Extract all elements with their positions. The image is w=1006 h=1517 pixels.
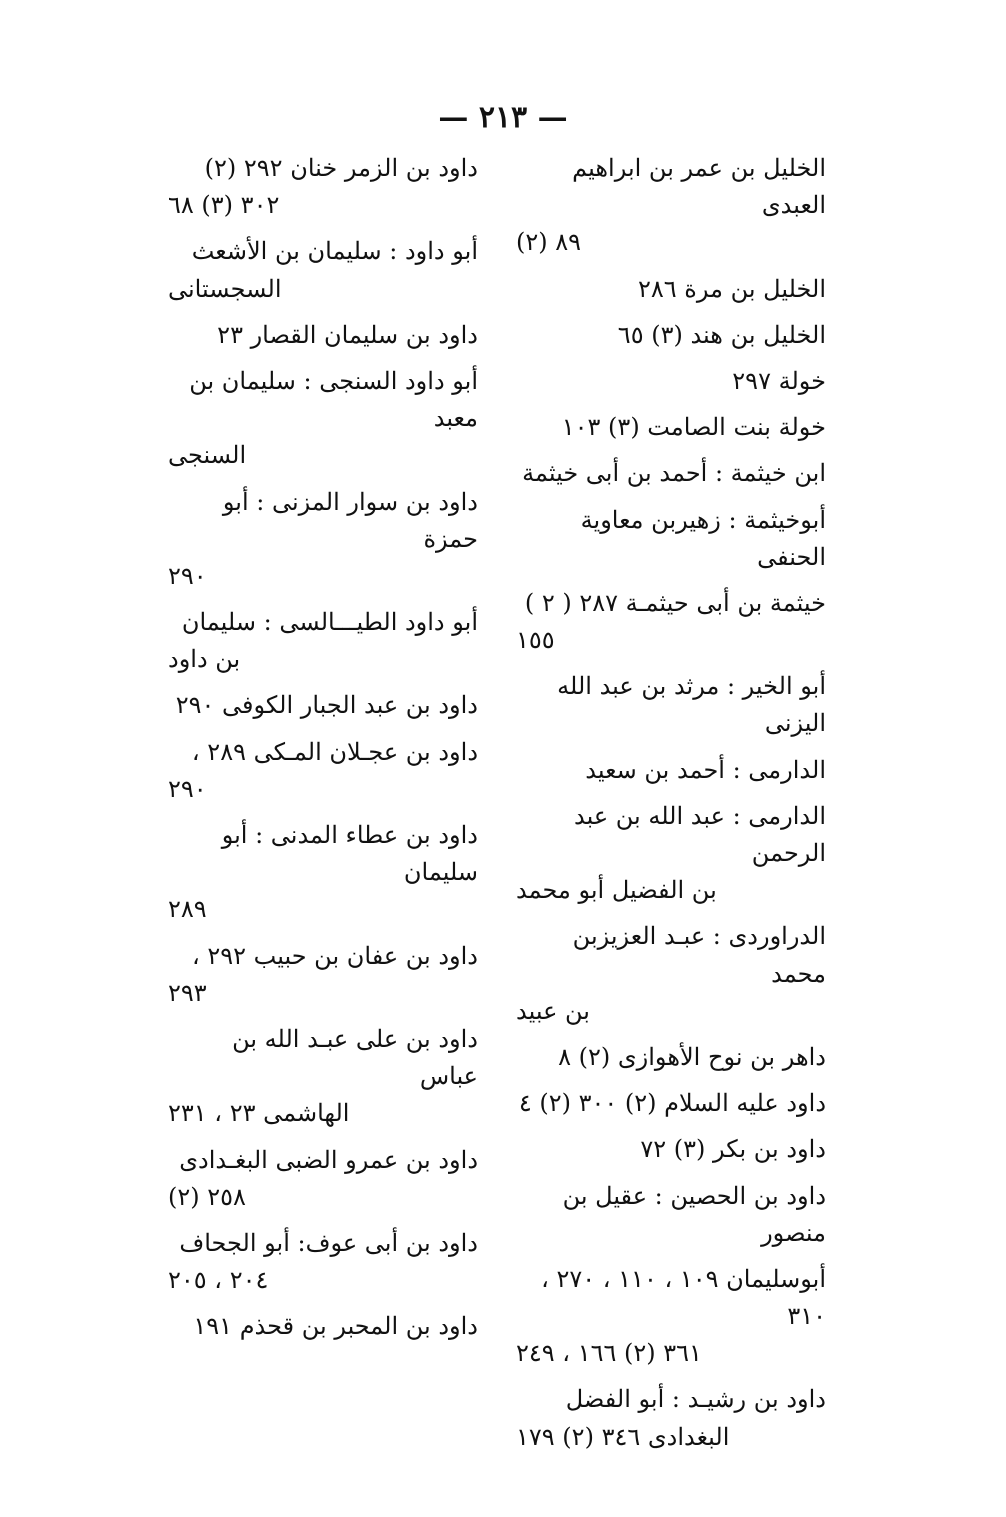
entry-heading-line: داود بن عبد الجبار الكوفى ٢٩٠ [175, 691, 478, 720]
index-entry [516, 502, 826, 576]
entry-heading-line: داود بن سوار المزنى : أبو حمزة [222, 487, 478, 553]
entry-heading-line: داود عليه السلام (٢) ٣٠٠ (٢) ٤ [518, 1089, 826, 1118]
index-column-right [516, 150, 826, 1465]
entry-continuation-line: ٨٩ (٢) [516, 228, 582, 257]
index-entry [168, 817, 478, 929]
page-number: — ٢١٣ — [438, 100, 568, 135]
entry-continuation-line: ٢٠٤ ، ٢٠٥ [168, 1266, 269, 1295]
entry-heading-line: الدارمى : أحمد بن سعيد [585, 755, 826, 784]
index-entry [168, 363, 478, 475]
entry-heading-line: داود بن بكر (٣) ٧٢ [640, 1135, 826, 1164]
entry-heading-line: داود بن أبى عوف: أبو الجحاف [179, 1228, 478, 1257]
entry-heading-line: ابن خيثمة : أحمد بن أبى خيثمة [522, 459, 826, 488]
entry-continuation-line: البغدادى ٣٤٦ (٢) ١٧٩ [516, 1422, 730, 1451]
index-entry [168, 1142, 478, 1216]
index-entry [516, 1261, 826, 1373]
index-entry [168, 484, 478, 596]
entry-heading-line: الخليل بن هند (٣) ٦٥ [617, 320, 826, 349]
entry-continuation-line: السجستانى [168, 274, 282, 303]
index-entry [516, 1381, 826, 1455]
index-entry [516, 752, 826, 789]
entry-heading-line: الدراوردى : عبـد العزيزبن محمد [572, 922, 826, 988]
entry-heading-line: داود بن سليمان القصار ٢٣ [217, 320, 478, 349]
entry-heading-line: الخليل بن عمر بن ابراهيم العبدى [572, 154, 826, 220]
index-entry [516, 409, 826, 446]
index-entry [168, 1308, 478, 1345]
index-entry [168, 150, 478, 224]
entry-heading-line: خولة بنت الصامت (٣) ١٠٣ [561, 413, 826, 442]
entry-continuation-line: الهاشمى ٢٣ ، ٢٣١ [168, 1099, 350, 1128]
entry-continuation-line: ٢٥٨ (٢) [168, 1182, 246, 1211]
entry-heading-line: أبوخيثمة : زهيربن معاوية الحنفى [580, 505, 826, 571]
entry-continuation-line: بن عبيد [516, 996, 590, 1025]
entry-heading-line: داود بن الزمر خنان ٢٩٢ (٢) [204, 154, 478, 182]
index-entry [516, 1178, 826, 1252]
index-entry [516, 918, 826, 1030]
index-column-left [168, 150, 478, 1354]
entry-continuation-line: ١٥٥ [516, 626, 555, 655]
index-entry [168, 604, 478, 678]
entry-continuation-line: ٣٦١ (٢) ١٦٦ ، ٢٤٩ [516, 1339, 702, 1368]
entry-heading-line: أبو داود الطيـــالسى : سليمان [181, 608, 478, 637]
entry-heading-line: أبوسليمان ١٠٩ ، ١١٠ ، ٢٧٠ ، ٣١٠ [541, 1264, 826, 1331]
entry-continuation-line: السنجى [168, 441, 247, 470]
entry-continuation-line: ٣٠٢ (٣) ٦٨ [168, 191, 280, 220]
index-entry [516, 1085, 826, 1122]
entry-heading-line: أبو داود : سليمان بن الأشعث [191, 237, 478, 266]
index-entry [516, 271, 826, 308]
entry-heading-line: أبو الخير : مرثد بن عبد الله اليزنى [557, 672, 826, 738]
index-entry [516, 1131, 826, 1168]
index-entry [168, 687, 478, 724]
entry-continuation-line: بن الفضيل أبو محمد [516, 876, 717, 905]
entry-heading-line: داود بن عفان بن حبيب ٢٩٢ ، [191, 941, 478, 970]
index-entry [516, 668, 826, 742]
entry-continuation-line: ٢٩٠ [168, 561, 207, 590]
index-entry [168, 1021, 478, 1133]
entry-continuation-line: بن داود [168, 645, 241, 674]
entry-heading-line: داود بن المحبر بن قحذم ١٩١ [193, 1312, 478, 1341]
entry-heading-line: داهر بن نوح الأهوازى (٢) ٨ [558, 1042, 826, 1071]
entry-heading-line: داود بن عمرو الضبى البغـدادى [179, 1145, 478, 1174]
entry-heading-line: داود بن على عبـد الله بن عباس [232, 1024, 478, 1091]
entry-heading-line: أبو داود السنجى : سليمان بن معبد [189, 366, 478, 433]
entry-continuation-line: ٢٩٠ [168, 774, 207, 803]
index-entry [168, 734, 478, 808]
entry-heading-line: خيثمة بن أبى حيثمـة ٢٨٧ ( ٢ ) [524, 588, 826, 617]
index-entry [168, 938, 478, 1012]
index-entry [516, 455, 826, 492]
index-entry [516, 317, 826, 354]
entry-heading-line: داود بن عجـلان المـكى ٢٨٩ ، [191, 737, 478, 766]
entry-heading-line: داود بن عطاء المدنى : أبو سليمان [221, 821, 478, 887]
entry-heading-line: داود بن رشيـد : أبو الفضل [565, 1385, 826, 1414]
index-entry [516, 798, 826, 910]
index-entry [516, 150, 826, 262]
entry-heading-line: الخليل بن مرة ٢٨٦ [637, 274, 826, 303]
index-entry [516, 363, 826, 400]
entry-continuation-line: ٢٩٣ [168, 978, 207, 1007]
index-entry [168, 317, 478, 354]
index-entry [516, 1039, 826, 1076]
entry-heading-line: خولة ٢٩٧ [732, 366, 826, 395]
index-entry [516, 585, 826, 659]
index-entry [168, 1225, 478, 1299]
entry-heading-line: داود بن الحصين : عقيل بن منصور [562, 1181, 826, 1247]
index-entry [168, 233, 478, 307]
entry-heading-line: الدارمى : عبد الله بن عبد الرحمن [574, 801, 826, 867]
entry-continuation-line: ٢٨٩ [168, 895, 207, 924]
